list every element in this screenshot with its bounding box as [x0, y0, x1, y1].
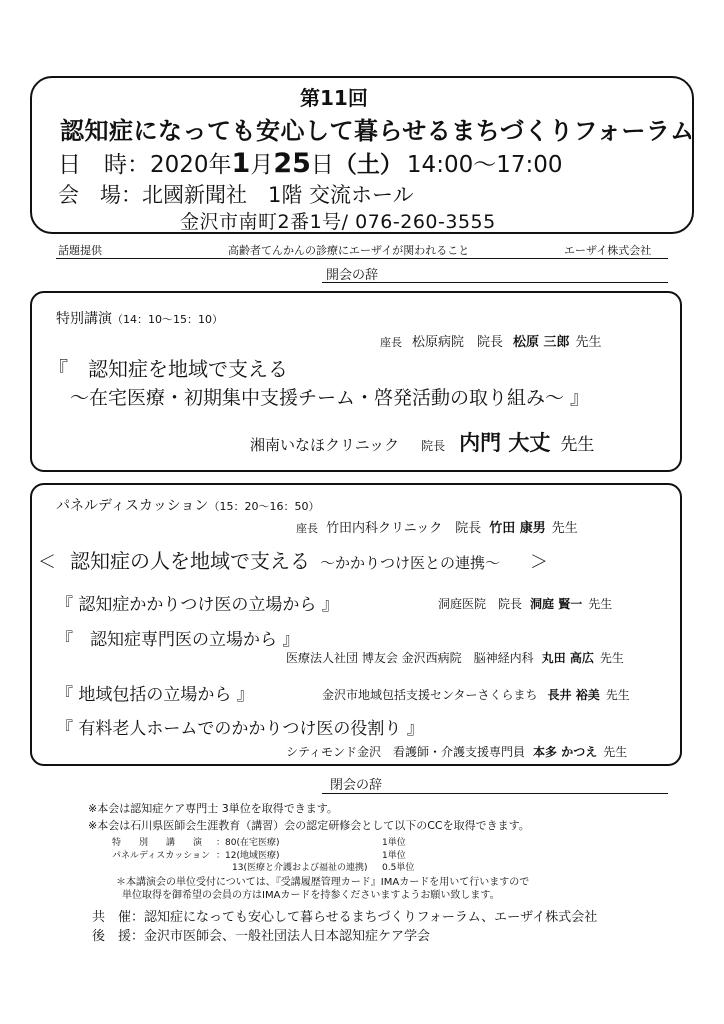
support-text: 金沢市医師会、一般社団法人日本認知症ケア学会 — [144, 929, 431, 944]
special-lecture-label: 特別講演 — [56, 311, 112, 327]
talk-speaker-4 — [286, 743, 627, 760]
date-weekday: （土） — [333, 152, 403, 178]
credit-code-2: ：12(地域医療) — [216, 851, 280, 861]
edition: 第11回 — [300, 86, 368, 110]
speaker-org: 湘南いなほクリニック — [250, 436, 400, 454]
closing-remarks: 閉会の辞 — [330, 778, 383, 793]
panel-chair — [296, 517, 578, 536]
talk-name-2: 丸田 高広 — [541, 651, 594, 665]
support-label: 後 援： — [92, 929, 145, 944]
note-2: ※本会は石川県医師会生涯教育（講習）会の認定研修会として以下のCCを取得できます。 — [88, 819, 530, 832]
theme-sub: 〜かかりつけ医との連携〜 — [320, 554, 501, 572]
date-row — [58, 146, 563, 179]
topic-underline — [56, 258, 668, 259]
talk-org-1: 洞庭医院 院長 — [438, 597, 523, 611]
special-lecture-chair — [380, 331, 602, 350]
talk-suffix-4: 先生 — [603, 745, 628, 759]
host-label: 共 催： — [92, 910, 145, 925]
special-lecture-speaker — [250, 427, 594, 457]
panel-theme — [38, 545, 548, 574]
date-time: 14:00〜17:00 — [406, 152, 563, 178]
theme-open-bracket: ＜ — [38, 552, 56, 573]
opening-remarks: 開会の辞 — [326, 268, 379, 283]
talk-title-4: 『 有料老人ホームでのかかりつけ医の役割り 』 — [56, 719, 424, 739]
credit-units-1: 1単位 — [382, 838, 406, 848]
talk-suffix-3: 先生 — [605, 688, 630, 702]
closing-underline — [322, 793, 668, 794]
host-row — [92, 906, 597, 925]
panel-chair-role: 座長 — [296, 522, 318, 535]
note-1: ※本会は認知症ケア専門士 3単位を取得できます。 — [88, 802, 338, 815]
special-lecture-title-1: 『 認知症を地域で支える — [48, 357, 288, 381]
talk-title-2: 『 認知症専門医の立場から 』 — [56, 630, 300, 650]
panel-time: （15：20〜16：50） — [208, 500, 320, 513]
credit-label-2: パネルディスカッション — [112, 851, 211, 861]
talk-org-2: 医療法人社団 博友会 金沢西病院 脳神経内科 — [286, 651, 534, 665]
talk-speaker-2 — [286, 649, 624, 666]
talk-title-1: 『 認知症かかりつけ医の立場から 』 — [56, 595, 339, 615]
chair-name: 松原 三郎 — [513, 335, 570, 350]
credit-code-1: ：80(在宅医療) — [216, 838, 280, 848]
panel-heading — [56, 495, 319, 515]
date-label: 日 時： — [58, 152, 150, 178]
talk-suffix-1: 先生 — [588, 597, 613, 611]
talk-speaker-1 — [438, 595, 612, 612]
panel-chair-name: 竹田 康男 — [489, 521, 546, 536]
panel-chair-suffix: 先生 — [551, 521, 578, 536]
talk-name-3: 長井 裕美 — [547, 688, 600, 702]
credit-units-3: 0.5単位 — [382, 863, 415, 873]
speaker-suffix: 先生 — [560, 435, 595, 455]
venue-label: 会 場： — [58, 183, 142, 207]
panel-chair-org: 竹田内科クリニック 院長 — [326, 521, 482, 536]
chair-org: 松原病院 院長 — [412, 335, 504, 350]
forum-title: 認知症になっても安心して暮らせるまちづくりフォーラム — [60, 117, 695, 145]
talk-org-4: シティモンド金沢 看護師・介護支援専門員 — [286, 745, 526, 759]
chair-role: 座長 — [380, 336, 402, 349]
special-lecture-time: （14：10〜15：10） — [112, 313, 223, 326]
venue-name: 北國新聞社 1階 交流ホール — [142, 183, 414, 207]
ima-note-1: ＊本講演会の単位受付については、『受講履歴管理カード』IMAカードを用いて行いますので — [116, 877, 530, 888]
venue-row — [58, 179, 414, 209]
speaker-role: 院長 — [421, 439, 446, 453]
talk-org-3: 金沢市地域包括支援センターさくらまち — [322, 688, 538, 702]
ima-note-2: 単位取得を御希望の会員の方はIMAカードを持参くださいますようお願い致します。 — [122, 890, 500, 901]
address: 金沢市南町2番1号/ 076-260-3555 — [180, 211, 496, 233]
talk-suffix-2: 先生 — [599, 651, 624, 665]
theme-close-bracket: ＞ — [530, 552, 549, 573]
date-year: 2020年 — [150, 152, 232, 178]
panel-label: パネルディスカッション — [56, 498, 209, 514]
topic-label: 話題提供 — [58, 244, 102, 257]
theme-main: 認知症の人を地域で支える — [70, 549, 310, 573]
credit-row-1 — [112, 835, 406, 848]
credit-units-2: 1単位 — [382, 851, 406, 861]
topic-company: エーザイ株式会社 — [564, 244, 652, 257]
special-lecture-heading — [56, 308, 223, 328]
date-day: 25 — [273, 148, 311, 179]
date-day-unit: 日 — [310, 152, 334, 178]
credit-row-3 — [112, 860, 414, 873]
chair-suffix: 先生 — [575, 335, 602, 350]
date-month-unit: 月 — [250, 152, 274, 178]
special-lecture-title-2: 〜在宅医療・初期集中支援チーム・啓発活動の取り組み〜 』 — [70, 387, 590, 409]
speaker-name: 内門 大丈 — [459, 431, 551, 455]
support-row — [92, 925, 430, 944]
date-month: 1 — [231, 148, 251, 179]
opening-underline — [322, 282, 668, 283]
topic-title: 高齢者てんかんの診療にエーザイが関われること — [228, 244, 470, 257]
talk-name-4: 本多 かつえ — [533, 745, 598, 759]
host-text: 認知症になっても安心して暮らせるまちづくりフォーラム、エーザイ株式会社 — [144, 910, 598, 925]
talk-speaker-3 — [322, 686, 630, 703]
talk-title-3: 『 地域包括の立場から 』 — [56, 685, 254, 705]
credit-code-3: 13(医療と介護および福祉の連携) — [232, 863, 368, 873]
talk-name-1: 洞庭 賢一 — [530, 597, 583, 611]
credit-label-1: 特 別 講 演 — [112, 838, 203, 848]
